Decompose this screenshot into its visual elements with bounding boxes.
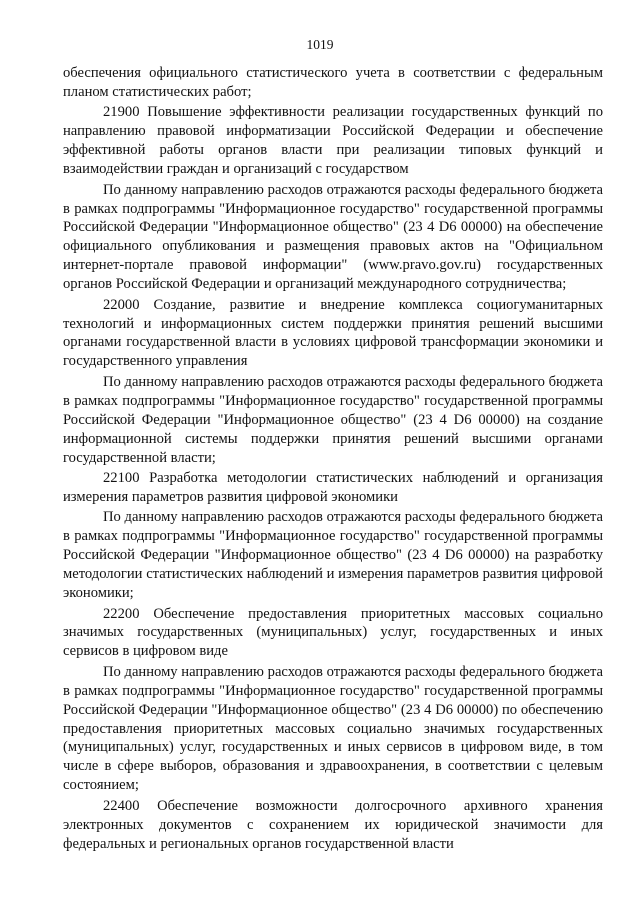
paragraph-22000-heading: 22000 Создание, развитие и внедрение комплекса социогуманитарных технологий и информационных систем поддержки принятия решений высшими органами государственной власти в условиях цифровой трансформации экономики и государственного управления <box>63 296 603 370</box>
paragraph-22000-description: По данному направлению расходов отражаются расходы федерального бюджета в рамках подпрограммы "Информационное государство" государственной программы Российской Федерации "Информационное общество" (23 4 D6 00000) на создание информационной системы поддержки принятия решений высшими органами государственной власти; <box>63 373 603 466</box>
page-number: 1019 <box>306 37 334 52</box>
paragraph-21900-heading: 21900 Повышение эффективности реализации государственных функций по направлению правовой информатизации Российской Федерации и обеспечение эффективной работы органов власти при реализации типовых функций и взаимодействии граждан и организаций с государством <box>63 104 603 178</box>
paragraph-21900-description: По данному направлению расходов отражаются расходы федерального бюджета в рамках подпрограммы "Информационное государство" государственной программы Российской Федерации "Информационное общество" (23 4 D6 00000) на обеспечение официального опубликования и размещения правовых актов на "Официальном интернет-портале правовой информации" (www.pravo.gov.ru) государственных органов Российской Федерации и организаций международного сотрудничества; <box>63 181 603 293</box>
paragraph-22200-heading: 22200 Обеспечение предоставления приоритетных массовых социально значимых государственных (муниципальных) услуг, государственных и иных сервисов в цифровом виде <box>63 605 603 660</box>
paragraph-22100-description: По данному направлению расходов отражаются расходы федерального бюджета в рамках подпрограммы "Информационное государство" государственной программы Российской Федерации "Информационное общество" (23 4 D6 00000) на разработку методологии статистических наблюдений и измерения параметров развития цифровой экономики; <box>63 509 603 602</box>
paragraph-22400-heading: 22400 Обеспечение возможности долгосрочного архивного хранения электронных документов с сохранением их юридической значимости для федеральных и региональных органов государственной власти <box>63 797 603 852</box>
document-body <box>63 64 603 855</box>
paragraph-22100-heading: 22100 Разработка методологии статистических наблюдений и организация измерения параметров развития цифровой экономики <box>63 470 603 505</box>
paragraph-22200-description: По данному направлению расходов отражаются расходы федерального бюджета в рамках подпрограммы "Информационное государство" государственной программы Российской Федерации "Информационное общество" (23 4 D6 00000) по обеспечению предоставления приоритетных массовых социально значимых государственных (муниципальных) услуг, государственных и иных сервисов в цифровом виде, в том числе в сфере выборов, образования и здравоохранения, в соответствии с целевым состоянием; <box>63 663 603 794</box>
paragraph-continuation: обеспечения официального статистического учета в соответствии с федеральным планом статистических работ; <box>63 65 603 100</box>
